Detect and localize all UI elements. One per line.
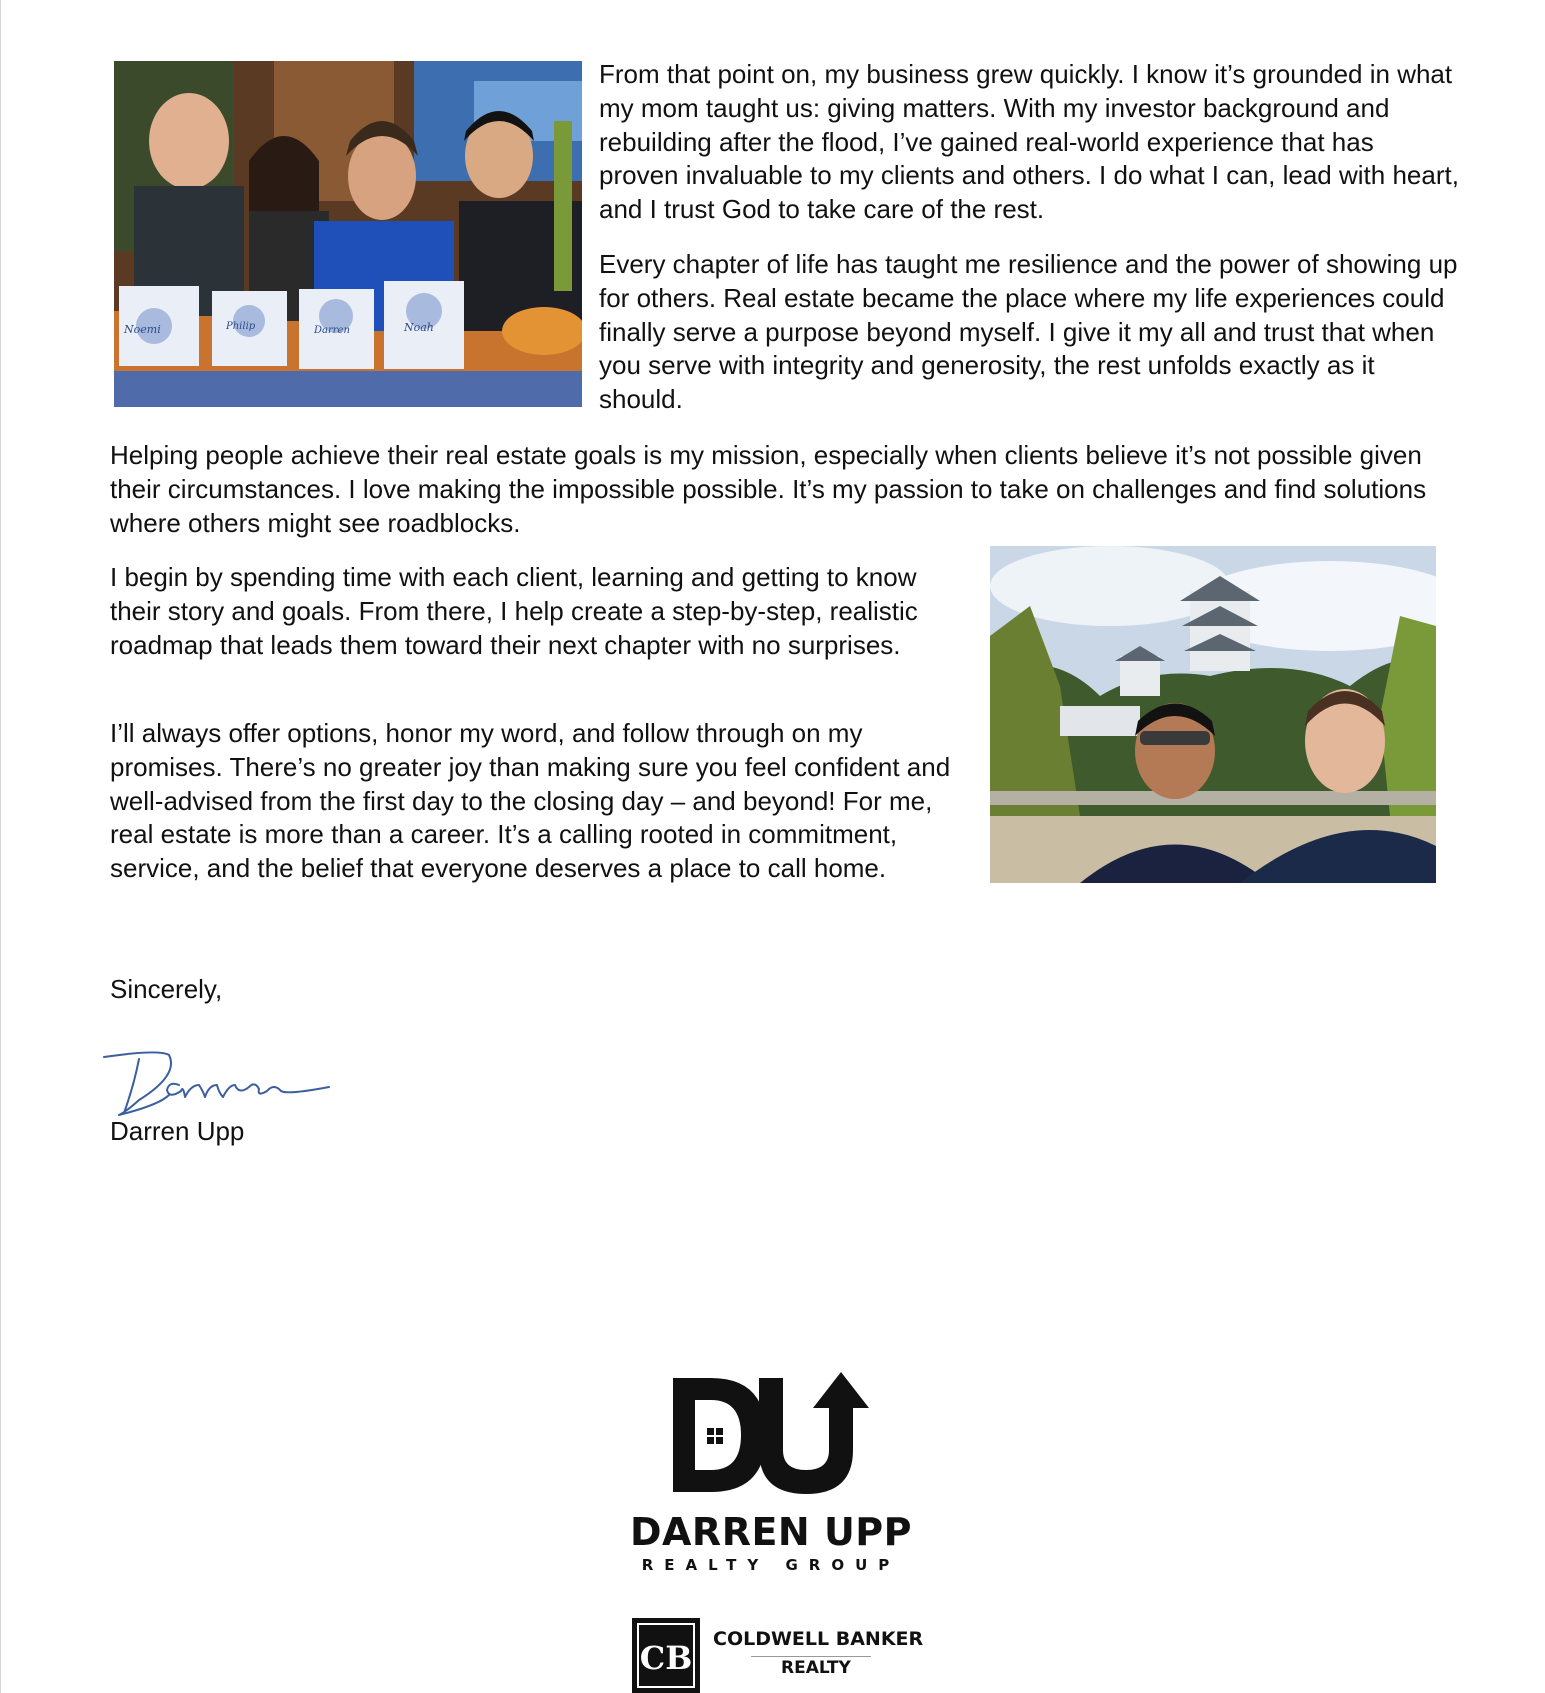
paragraph-business-growth: From that point on, my business grew quickly. I know it’s grounded in what my mom taught us: giving matters. With my investor background and rebuilding after the flood, I’ve gained real-world experience that has proven invaluable to my clients and others. I do what I can, lead with heart, and I trust God to take care of the rest. (599, 59, 1459, 225)
place-card-darren: Darren (314, 325, 350, 336)
paragraph-mission: Helping people achieve their real estate goals is my mission, especially when clients believe it’s not possible given their circumstances. I love making the impossible possible. It’s my passion to take on challenges and find solutions where others might see roadblocks. (110, 440, 1427, 538)
darren-upp-logo-icon (671, 1370, 871, 1510)
signer-name: Darren Upp (110, 1116, 245, 1146)
place-card-noah: Noah (404, 321, 434, 334)
paragraph-promise: I’ll always offer options, honor my word, and follow through on my promises. There’s no greater joy than making sure you feel confident and well-advised from the first day to the closing day – and beyond! For me, real estate is more than a career. It’s a calling rooted in commitment, service, and the belief that everyone deserves a place to call home. (110, 718, 951, 884)
letter-closing: Sincerely, (110, 974, 223, 1004)
dinner-group-photo (114, 61, 582, 407)
coldwell-banker-logo-icon (632, 1618, 700, 1693)
place-card-philip: Philip (226, 321, 256, 332)
paragraph-resilience: Every chapter of life has taught me resilience and the power of showing up for others. Real estate became the place where my life experiences could finally serve a purpose beyond myself. I give it my all and trust that when you serve with integrity and generosity, the rest unfolds exactly as it should. (599, 249, 1458, 415)
brand-group-subtitle: REALTY GROUP (641, 1556, 901, 1574)
paragraph-process: I begin by spending time with each client, learning and getting to know their story and goals. From there, I help create a step-by-step, realistic roadmap that leads them toward their next chapter with no surprises. (110, 562, 918, 660)
cb-monogram: CB (639, 1639, 693, 1677)
brand-group-name: DARREN UPP (629, 1510, 913, 1554)
brokerage-name: COLDWELL BANKER (713, 1628, 924, 1650)
brokerage-divider (751, 1656, 871, 1657)
brokerage-subname: REALTY (781, 1658, 851, 1678)
place-card-noemi: Noemi (124, 323, 161, 336)
handwritten-signature (99, 1045, 331, 1120)
castle-photo (990, 546, 1436, 883)
